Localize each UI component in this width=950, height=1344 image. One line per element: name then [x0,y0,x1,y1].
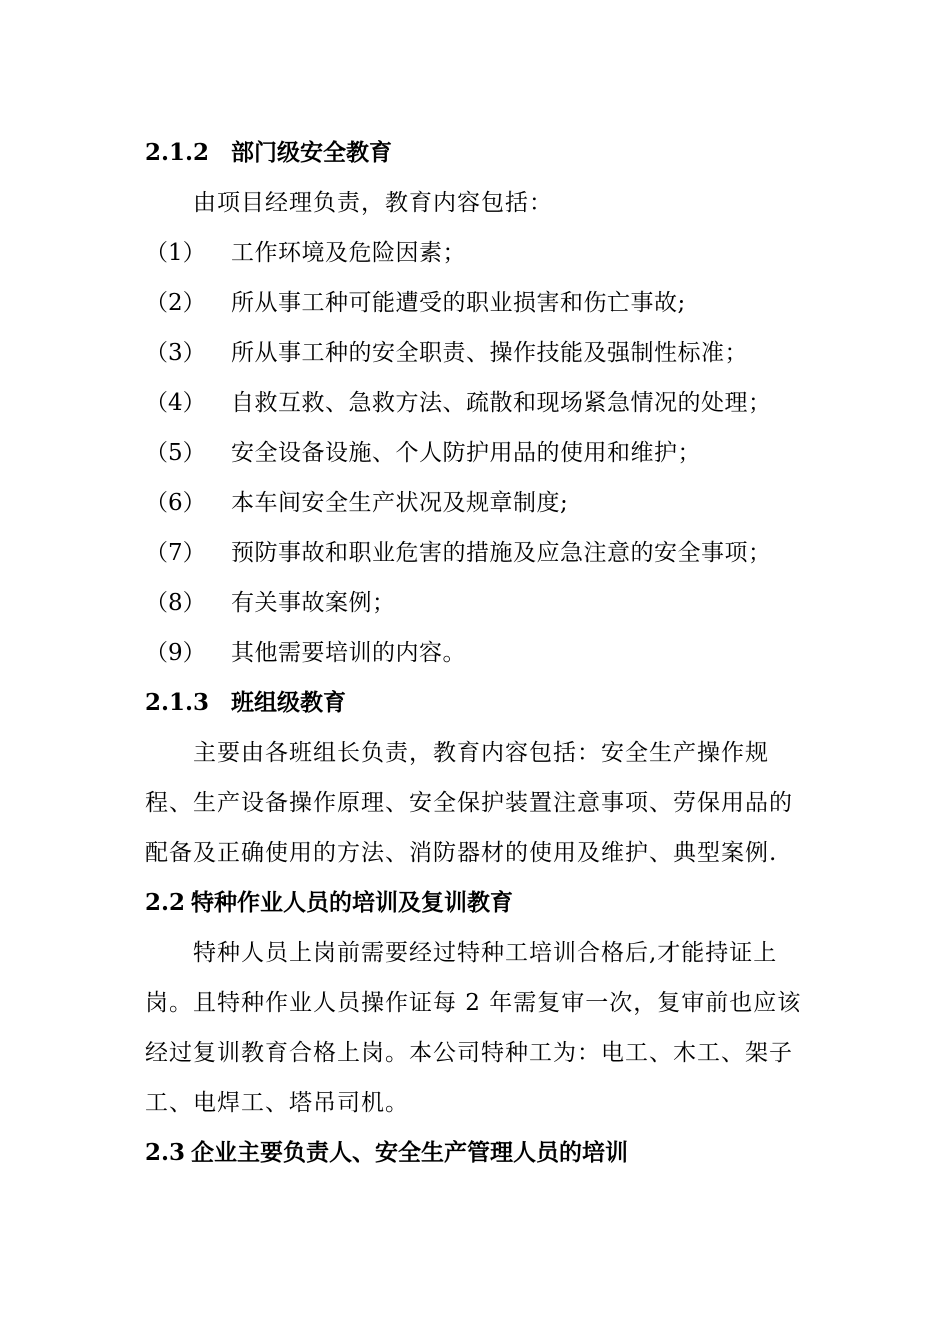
list-marker: （6） [145,490,206,516]
list-item-text: 本车间安全生产状况及规章制度; [231,490,569,516]
section-heading-2-1-2 [145,128,810,178]
section-number: 2.1.3 [145,689,210,716]
list-marker: （3） [145,340,206,366]
list-marker: （4） [145,390,206,416]
section-number: 2.1.2 [145,139,210,166]
section-title: 特种作业人员的培训及复训教育 [191,889,514,916]
section-heading-2-1-3 [145,678,810,728]
list-item-text: 有关事故案例； [231,590,396,616]
list-item [145,228,810,278]
list-item-text: 工作环境及危险因素； [231,240,466,266]
list-item [145,578,810,628]
list-item-text: 所从事工种可能遭受的职业损害和伤亡事故; [231,290,686,316]
section-title: 班组级教育 [231,689,347,716]
section-body: 特种人员上岗前需要经过特种工培训合格后,才能持证上岗。且特种作业人员操作证每 2 年需复审一次，复审前也应该经过复训教育合格上岗。本公司特种工为：电工、木工、架子工、电焊工、塔吊司机。 [145,940,802,1116]
list-marker: （7） [145,540,206,566]
list-item [145,278,810,328]
education-content-list [145,228,810,678]
list-item-text: 预防事故和职业危害的措施及应急注意的安全事项； [231,540,772,566]
section-intro: 由项目经理负责，教育内容包括： [193,190,553,216]
section-body: 主要由各班组长负责，教育内容包括：安全生产操作规程、生产设备操作原理、安全保护装置注意事项、劳保用品的配备及正确使用的方法、消防器材的使用及维护、典型案例. [145,740,793,866]
section-heading-2-3 [145,1128,810,1178]
list-item [145,378,810,428]
list-item-text: 安全设备设施、个人防护用品的使用和维护； [231,440,701,466]
section-heading-2-2 [145,878,810,928]
list-marker: （1） [145,240,206,266]
section-title: 企业主要负责人、安全生产管理人员的培训 [191,1139,629,1166]
list-item [145,628,810,678]
list-item [145,328,810,378]
list-item-text: 自救互救、急救方法、疏散和现场紧急情况的处理； [231,390,772,416]
list-marker: （9） [145,640,206,666]
list-marker: （5） [145,440,206,466]
list-marker: （8） [145,590,206,616]
list-item [145,528,810,578]
list-item-text: 其他需要培训的内容。 [231,640,466,666]
section-number: 2.3 [145,1139,186,1166]
list-marker: （2） [145,290,206,316]
list-item [145,428,810,478]
section-number: 2.2 [145,889,186,916]
list-item [145,478,810,528]
list-item-text: 所从事工种的安全职责、操作技能及强制性标准； [231,340,748,366]
section-title: 部门级安全教育 [231,139,393,166]
